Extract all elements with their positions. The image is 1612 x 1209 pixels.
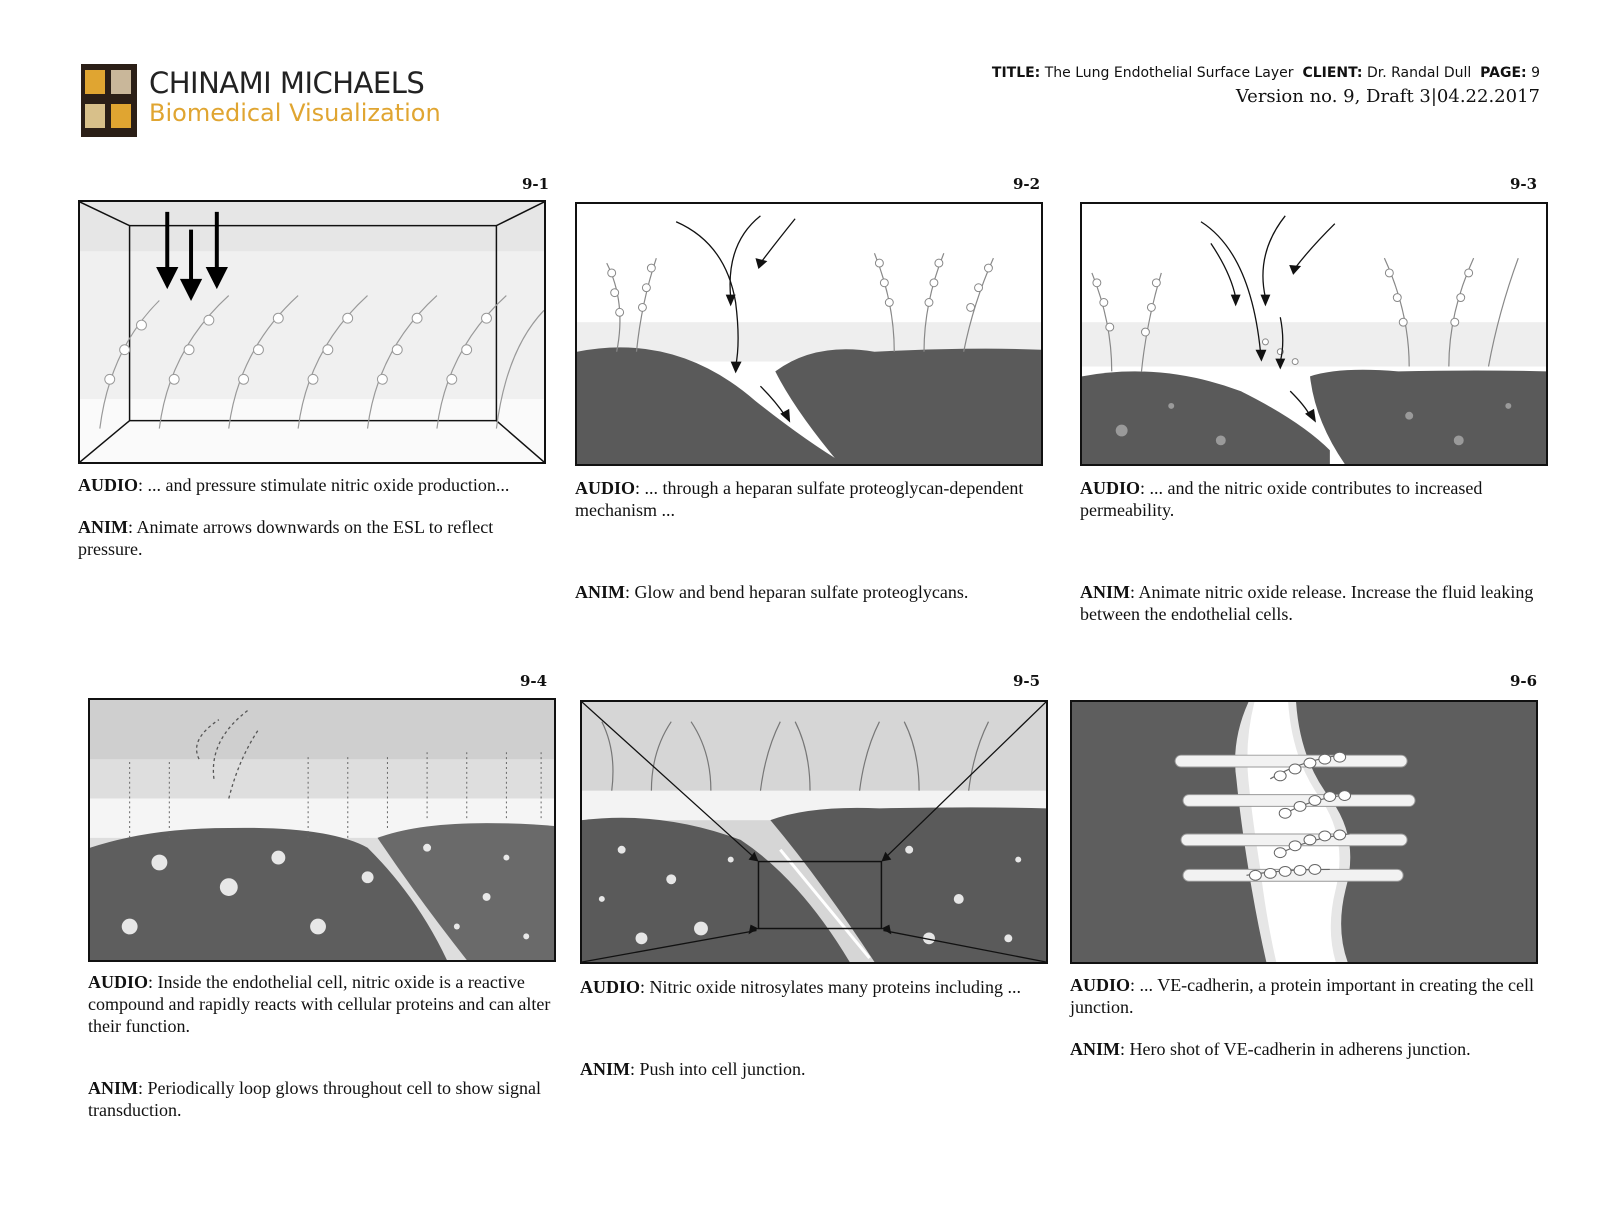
title-value: The Lung Endothelial Surface Layer [1044, 65, 1294, 81]
panel-caption [1070, 974, 1540, 1060]
audio-label: AUDIO [88, 972, 149, 992]
client-label: CLIENT: [1302, 65, 1363, 81]
panel-image-9-4 [88, 698, 556, 962]
panel-image-9-1 [78, 200, 546, 464]
anim-text: : Hero shot of VE-cadherin in adherens junction. [1120, 1039, 1471, 1059]
panel-caption [88, 971, 558, 1121]
audio-text: : Nitric oxide nitrosylates many proteins including ... [640, 977, 1021, 997]
client-value: Dr. Randal Dull [1366, 65, 1472, 81]
anim-label: ANIM [78, 517, 128, 537]
anim-label: ANIM [580, 1059, 630, 1079]
audio-text: : ... and pressure stimulate nitric oxide production... [138, 475, 510, 495]
audio-text: : ... and the nitric oxide contributes to increased permeability. [1080, 478, 1483, 520]
panel-number: 9-4 [520, 672, 548, 690]
anim-text: : Periodically loop glows throughout cell to show signal transduction. [88, 1078, 541, 1120]
panel-caption [575, 477, 1045, 603]
anim-text: : Animate arrows downwards on the ESL to reflect pressure. [78, 517, 494, 559]
version-info: Version no. 9, Draft 3|04.22.2017 [1235, 86, 1540, 107]
title-label: TITLE: [991, 65, 1041, 81]
document-info [992, 65, 1540, 81]
panel-image-9-6 [1070, 700, 1538, 964]
panel-image-9-5 [580, 700, 1048, 964]
panel-caption [78, 474, 548, 560]
brand-name: CHINAMI MICHAELS [149, 66, 425, 100]
anim-text: : Glow and bend heparan sulfate proteoglycans. [625, 582, 969, 602]
audio-label: AUDIO [580, 977, 641, 997]
panel-number: 9-6 [1510, 672, 1538, 690]
panel-caption [580, 976, 1050, 1080]
anim-text: : Animate nitric oxide release. Increase the fluid leaking between the endothelial cells. [1080, 582, 1534, 624]
audio-label: AUDIO [1080, 478, 1141, 498]
panel-number: 9-2 [1013, 175, 1041, 193]
audio-text: : ... through a heparan sulfate proteoglycan-dependent mechanism ... [575, 478, 1024, 520]
audio-label: AUDIO [575, 478, 636, 498]
anim-label: ANIM [1080, 582, 1130, 602]
anim-text: : Push into cell junction. [630, 1059, 806, 1079]
panel-number: 9-5 [1013, 672, 1041, 690]
audio-label: AUDIO [78, 475, 139, 495]
anim-label: ANIM [88, 1078, 138, 1098]
panel-caption [1080, 477, 1550, 625]
panel-number: 9-1 [522, 175, 550, 193]
audio-label: AUDIO [1070, 975, 1131, 995]
brand-subtitle: Biomedical Visualization [149, 99, 441, 127]
panel-image-9-2 [575, 202, 1043, 466]
page-label: PAGE: [1480, 65, 1527, 81]
audio-text: : ... VE-cadherin, a protein important in creating the cell junction. [1070, 975, 1535, 1017]
anim-label: ANIM [575, 582, 625, 602]
audio-text: : Inside the endothelial cell, nitric oxide is a reactive compound and rapidly reacts with cellular proteins and can alter their function. [88, 972, 551, 1036]
logo-mark [81, 64, 137, 137]
anim-label: ANIM [1070, 1039, 1120, 1059]
panel-number: 9-3 [1510, 175, 1538, 193]
page-value: 9 [1531, 65, 1540, 81]
panel-image-9-3 [1080, 202, 1548, 466]
